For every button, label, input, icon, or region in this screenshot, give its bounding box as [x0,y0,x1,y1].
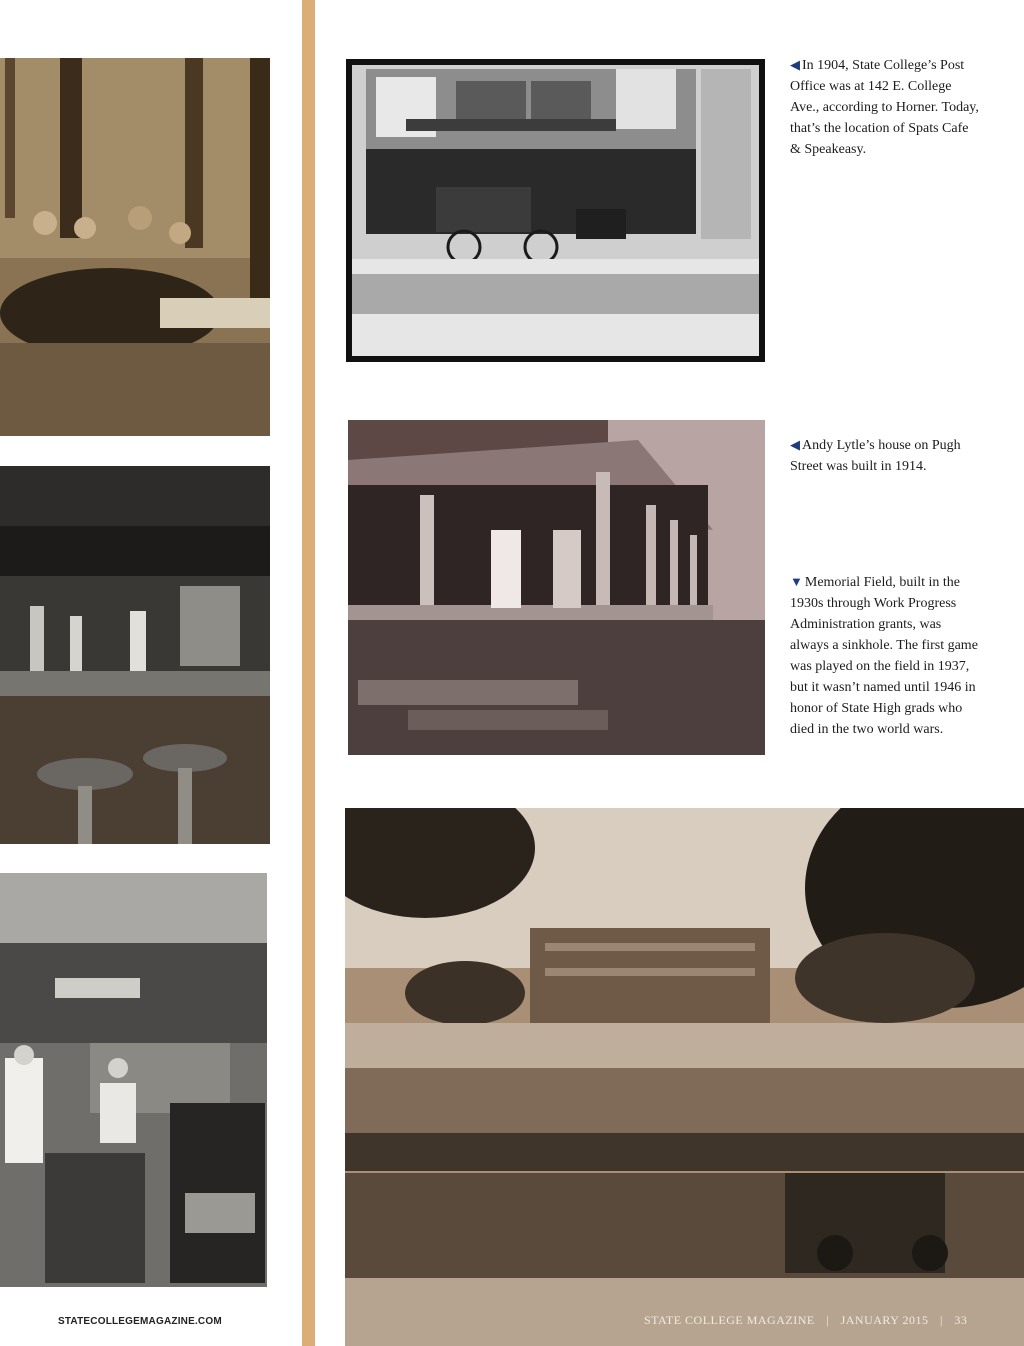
photo-soda-fountain [0,466,270,844]
left-arrow-icon: ◀ [790,437,800,452]
left-arrow-icon: ◀ [790,57,800,72]
photo-memorial-field-construction [345,808,1024,1346]
page-folio [640,1313,971,1328]
caption-post-office [790,54,980,160]
caption-memorial-field [790,571,980,740]
photo-picnic-in-woods [0,58,270,436]
issue-date: JANUARY 2015 [840,1313,929,1327]
caption-lytle-house [790,434,980,477]
folio-separator: | [826,1313,830,1327]
photo-lytle-house [348,420,765,755]
photo-general-store [0,873,267,1287]
caption-post-office-text: In 1904, State College’s Post Office was at 142 E. College Ave., according to Horner. Today, that’s the location of Spats Cafe & Speakeasy. [790,58,979,157]
folio-separator: | [940,1313,943,1327]
center-gutter [302,0,315,1346]
page-number: 33 [954,1313,968,1327]
website-url: STATECOLLEGEMAGAZINE.COM [58,1316,222,1327]
down-arrow-icon: ▼ [790,574,803,589]
caption-memorial-field-text: Memorial Field, built in the 1930s through Work Progress Administration grants, was always a sinkhole. The first game was played on the field in 1937, but it wasn’t named until 1946 in honor of State High grads who died in the two world wars. [790,575,978,737]
photo-post-office-1904 [346,59,765,362]
caption-lytle-house-text: Andy Lytle’s house on Pugh Street was built in 1914. [790,438,961,474]
magazine-name: STATE COLLEGE MAGAZINE [644,1313,815,1327]
